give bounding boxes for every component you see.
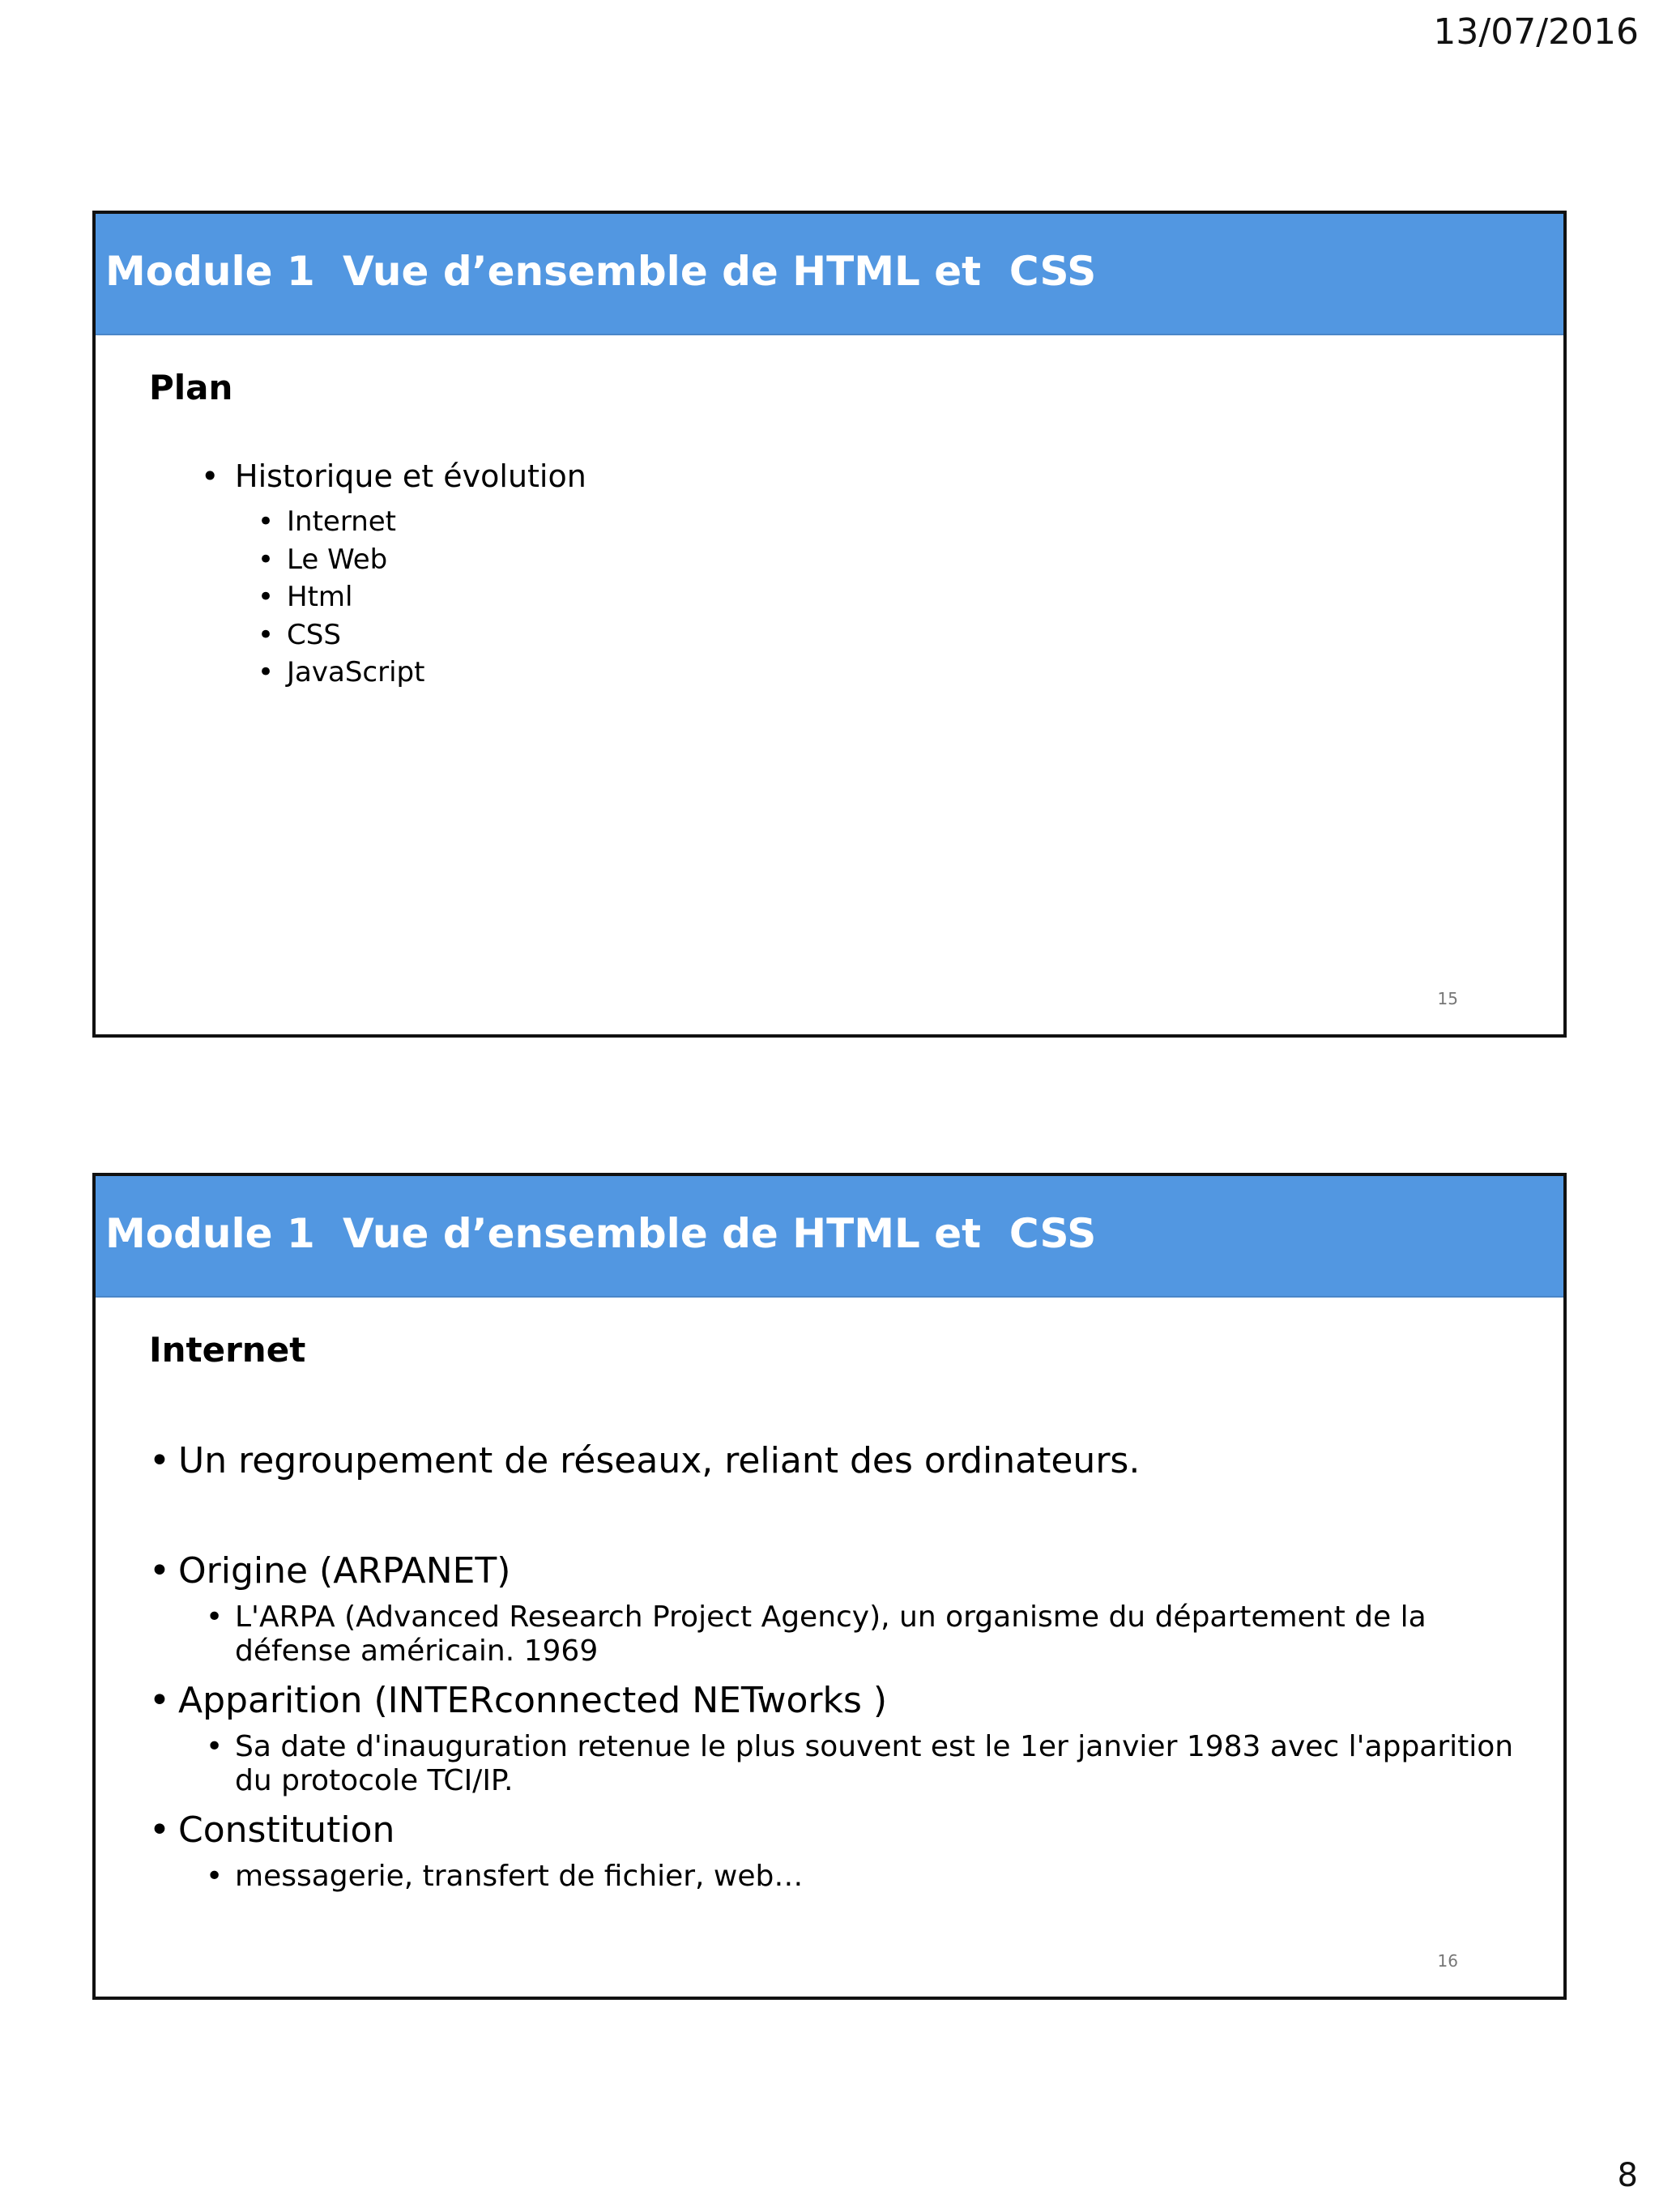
list-item-text: Un regroupement de réseaux, reliant des ordinateurs. xyxy=(178,1440,1141,1481)
section-title: Plan xyxy=(149,368,233,407)
list-item xyxy=(258,656,424,694)
slide-header xyxy=(96,1176,1563,1298)
list-item-text: Le Web xyxy=(287,543,388,576)
bullet-icon: • xyxy=(258,505,275,538)
sub-list-item-text: L'ARPA (Advanced Research Project Agency), un organisme du département de la défense américain. 1969 xyxy=(235,1600,1427,1668)
list-item xyxy=(149,1680,887,1721)
list-item xyxy=(258,581,424,619)
sub-list-item-text: Sa date d'inauguration retenue le plus souvent est le 1er janvier 1983 avec l'apparition du protocole TCI/IP. xyxy=(235,1730,1514,1797)
sub-list-item-text: messagerie, transfert de fichier, web… xyxy=(235,1860,804,1893)
bullet-icon: • xyxy=(258,618,275,651)
header-title: Vue d’ensemble de HTML et CSS xyxy=(343,1210,1097,1257)
bullet-icon: • xyxy=(258,543,275,576)
list-item-text: Internet xyxy=(287,505,397,538)
list-item xyxy=(149,1809,394,1851)
page-number: 8 xyxy=(1617,2157,1638,2194)
list-item xyxy=(149,1550,510,1592)
bullet-icon: • xyxy=(258,656,275,688)
header-module: Module 1 xyxy=(105,1210,315,1257)
list-item xyxy=(258,505,424,543)
list-item xyxy=(258,619,424,657)
header-module: Module 1 xyxy=(105,248,315,295)
slide-15 xyxy=(92,211,1567,1038)
bullet-icon: • xyxy=(206,1600,224,1634)
sub-list-item xyxy=(206,1730,1531,1798)
slide-number: 16 xyxy=(1437,1951,1458,1971)
list-item-text: JavaScript xyxy=(287,656,425,688)
bullet-icon: • xyxy=(258,581,275,613)
list-item-text: Historique et évolution xyxy=(235,458,586,494)
plan-list xyxy=(201,458,586,499)
list-item-text: Constitution xyxy=(178,1809,395,1851)
sub-list-item xyxy=(206,1600,1531,1669)
page-date: 13/07/2016 xyxy=(1433,11,1639,53)
list-item-text: CSS xyxy=(287,618,341,651)
slide-number: 15 xyxy=(1437,989,1458,1008)
plan-sublist xyxy=(258,505,424,694)
bullet-icon: • xyxy=(149,1809,170,1851)
sub-list-item xyxy=(206,1860,1531,1894)
bullet-icon: • xyxy=(201,458,220,494)
bullet-icon: • xyxy=(206,1860,224,1893)
bullet-icon: • xyxy=(149,1550,170,1592)
list-item xyxy=(149,1440,1140,1481)
slide-header xyxy=(96,214,1563,335)
list-item-text: Html xyxy=(287,581,353,613)
list-item xyxy=(258,543,424,582)
bullet-icon: • xyxy=(206,1730,224,1763)
list-item-text: Apparition (INTERconnected NETworks ) xyxy=(178,1680,888,1721)
bullet-icon: • xyxy=(149,1440,170,1481)
list-item xyxy=(201,458,586,499)
slide-16 xyxy=(92,1173,1567,2000)
list-item-text: Origine (ARPANET) xyxy=(178,1550,511,1592)
bullet-icon: • xyxy=(149,1680,170,1721)
header-title: Vue d’ensemble de HTML et CSS xyxy=(343,248,1097,295)
section-title: Internet xyxy=(149,1330,306,1370)
